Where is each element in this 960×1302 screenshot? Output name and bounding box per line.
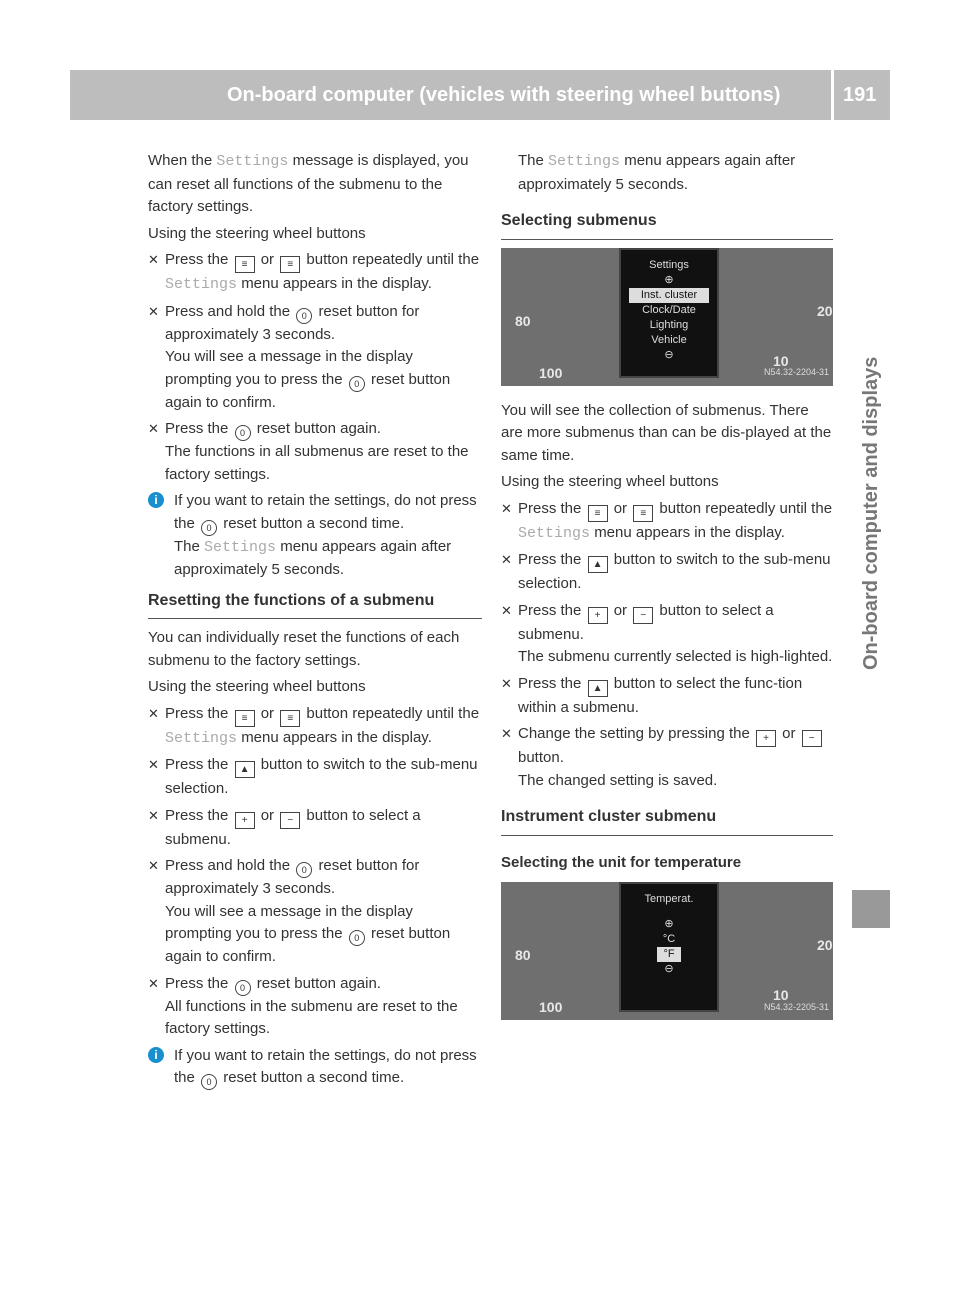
gauge-label: 10 — [773, 352, 789, 369]
reset-button-icon: 0 — [201, 520, 217, 536]
step-arrow-icon: ✕ — [501, 500, 512, 516]
instruction-step: ✕ Press the 0 reset button again. The functions in all submenus are reset to the factory settings. — [148, 420, 469, 483]
ok-button-icon: ▲ — [235, 761, 255, 778]
display-line: Temperat. — [644, 893, 694, 905]
right-column — [501, 150, 833, 1034]
info-icon: i — [148, 1047, 164, 1063]
cluster-photo-temperature — [501, 882, 833, 1020]
gauge-label: 100 — [539, 999, 563, 1015]
instruction-step: ✕ Press the ≡ or ≡ button repeatedly until the Settings menu appears in the display. — [501, 499, 833, 542]
instruction-step: ✕ Press the ≡ or ≡ button repeatedly until the Settings menu appears in the display. — [148, 251, 480, 293]
step-arrow-icon: ✕ — [148, 252, 159, 267]
reset-button-icon: 0 — [235, 425, 251, 441]
instruction-step: ✕ Change the setting by pressing the + or − button. The changed setting is saved. — [501, 723, 833, 792]
step-arrow-icon: ✕ — [501, 726, 512, 741]
display-line-highlighted: Inst. cluster — [629, 288, 709, 303]
plus-icon: ⊕ — [664, 273, 674, 286]
step-arrow-icon: ✕ — [148, 807, 159, 823]
minus-button-icon: − — [802, 730, 822, 747]
minus-button-icon: − — [280, 812, 300, 829]
plus-button-icon: + — [756, 730, 776, 747]
menu-back-button-icon: ≡ — [235, 256, 255, 273]
page-header-title: On-board computer (vehicles with steering wheel buttons) — [227, 84, 781, 106]
left-column — [148, 150, 482, 1094]
minus-button-icon: − — [633, 607, 653, 624]
header-divider — [831, 70, 834, 120]
figure-code: N54.32-2204-31 — [763, 367, 829, 377]
section-heading: Selecting submenus — [501, 210, 833, 240]
step-arrow-icon: ✕ — [501, 552, 512, 567]
page-number: 191 — [843, 84, 877, 106]
step-arrow-icon: ✕ — [148, 975, 159, 991]
plus-icon: ⊕ — [664, 918, 674, 930]
ok-button-icon: ▲ — [588, 556, 608, 573]
subsection-heading: Selecting the unit for temperature — [501, 853, 742, 871]
display-line: °C — [662, 933, 676, 945]
gauge-label: 10 — [773, 987, 789, 1003]
minus-icon: ⊖ — [664, 963, 674, 975]
instruction-step: ✕ Press the ▲ button to select the func-tion within a submenu. — [501, 674, 803, 716]
reset-button-icon: 0 — [235, 980, 251, 996]
gauge-label: 100 — [539, 364, 563, 381]
display-line: Lighting — [649, 318, 689, 331]
step-arrow-icon: ✕ — [501, 675, 512, 691]
cluster-display — [619, 248, 719, 378]
instruction-step: ✕ Press the ▲ button to switch to the sub-menu selection. — [148, 756, 478, 797]
paragraph: You will see the collection of submenus. There are more submenus than can be dis-played at the same time. — [501, 401, 832, 464]
instruction-step: ✕ Press the + or − button to select a submenu. — [148, 806, 421, 848]
instruction-step: ✕ Press the ≡ or ≡ button repeatedly until the Settings menu appears in the display. — [148, 704, 480, 747]
display-line: Settings — [649, 258, 689, 271]
minus-icon: ⊖ — [664, 348, 674, 361]
paragraph: The Settings menu appears again after approximately 5 seconds. — [518, 152, 796, 193]
gauge-label: 20 — [817, 302, 833, 319]
figure-code: N54.32-2205-31 — [763, 1001, 829, 1012]
display-line-highlighted: °F — [657, 947, 681, 962]
ok-button-icon: ▲ — [588, 680, 608, 697]
instruction-step: ✕ Press and hold the 0 reset button for approximately 3 seconds. You will see a message in the display prompting you to press the 0 reset button again to confirm. — [148, 302, 451, 411]
display-line: Vehicle — [651, 333, 687, 346]
menu-back-button-icon: ≡ — [588, 505, 608, 522]
cluster-display — [619, 882, 719, 1012]
instruction-step: ✕ Press the + or − button to select a submenu. The submenu currently selected is high-lighted. — [501, 601, 833, 665]
paragraph: You can individually reset the functions of each submenu to the factory settings. — [148, 629, 460, 669]
paragraph: When the Settings message is displayed, you can reset all functions of the submenu to the factory settings. — [148, 152, 469, 215]
step-arrow-icon: ✕ — [501, 602, 512, 618]
section-heading: Resetting the functions of a submenu — [148, 590, 482, 620]
side-tab-marker — [852, 890, 890, 928]
gauge-label: 80 — [515, 947, 531, 963]
instruction-step: ✕ Press the ▲ button to switch to the sub-menu selection. — [501, 551, 831, 592]
reset-button-icon: 0 — [296, 862, 312, 878]
side-tab — [852, 356, 888, 670]
section-heading: Instrument cluster submenu — [501, 806, 833, 836]
menu-back-button-icon: ≡ — [235, 710, 255, 727]
reset-button-icon: 0 — [201, 1074, 217, 1090]
instruction-step: ✕ Press and hold the 0 reset button for approximately 3 seconds. You will see a message in the display prompting you to press the 0 reset button again to confirm. — [148, 857, 451, 965]
menu-forward-button-icon: ≡ — [280, 256, 300, 273]
gauge-label: 80 — [515, 312, 531, 329]
plus-button-icon: + — [588, 607, 608, 624]
step-arrow-icon: ✕ — [148, 757, 159, 772]
menu-forward-button-icon: ≡ — [280, 710, 300, 727]
side-tab-label: On-board computer and displays — [860, 356, 882, 670]
step-arrow-icon: ✕ — [148, 705, 159, 721]
reset-button-icon: 0 — [349, 930, 365, 946]
gauge-label: 20 — [817, 937, 833, 953]
info-note: i If you want to retain the settings, do not press the 0 reset button a second time. The Settings menu appears again after approximately 5 seconds. — [148, 490, 482, 582]
paragraph: Using the steering wheel buttons — [501, 473, 719, 490]
plus-button-icon: + — [235, 812, 255, 829]
reset-button-icon: 0 — [296, 308, 312, 324]
cluster-photo-submenus — [501, 248, 833, 386]
step-arrow-icon: ✕ — [148, 421, 159, 436]
info-icon: i — [148, 492, 164, 508]
instruction-step: ✕ Press the 0 reset button again. All functions in the submenu are reset to the factory settings. — [148, 974, 458, 1037]
paragraph: Using the steering wheel buttons — [148, 224, 366, 242]
step-arrow-icon: ✕ — [148, 858, 159, 873]
menu-forward-button-icon: ≡ — [633, 505, 653, 522]
display-line: Clock/Date — [642, 303, 696, 316]
info-note: i If you want to retain the settings, do not press the 0 reset button a second time. — [148, 1045, 482, 1091]
paragraph: Using the steering wheel buttons — [148, 678, 366, 695]
reset-button-icon: 0 — [349, 376, 365, 392]
step-arrow-icon: ✕ — [148, 303, 159, 319]
